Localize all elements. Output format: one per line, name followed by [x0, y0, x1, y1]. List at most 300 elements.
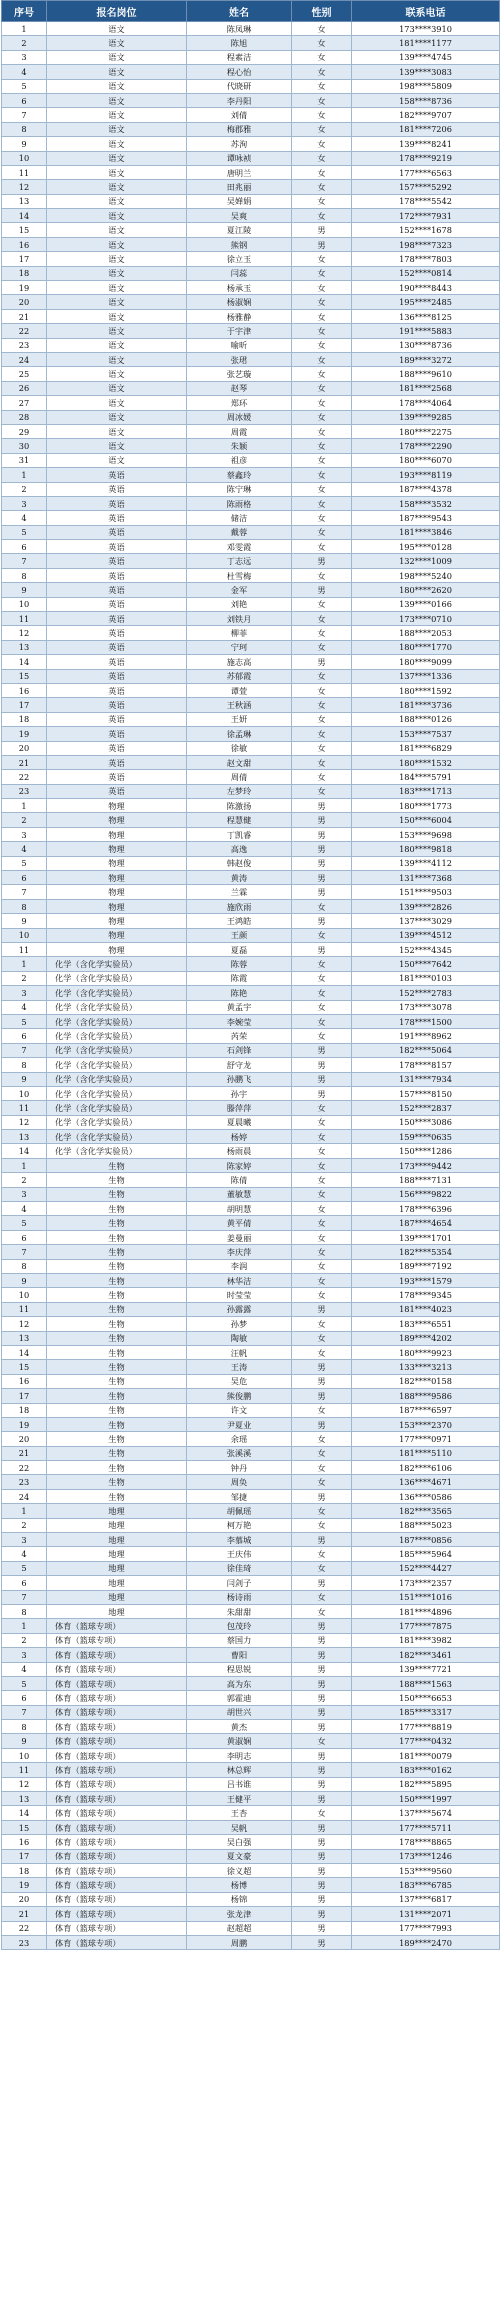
cell-gender: 女 [292, 295, 352, 309]
cell-position: 生物 [47, 1360, 187, 1374]
table-row [2, 309, 500, 323]
cell-gender: 女 [292, 281, 352, 295]
cell-phone: 198****7323 [352, 237, 500, 251]
cell-position: 物理 [47, 827, 187, 841]
cell-position: 化学（含化学实验员） [47, 1058, 187, 1072]
cell-phone: 136****4671 [352, 1475, 500, 1489]
table-row [2, 1288, 500, 1302]
cell-gender: 女 [292, 1230, 352, 1244]
cell-no: 9 [2, 1273, 47, 1287]
cell-gender: 女 [292, 1518, 352, 1532]
cell-gender: 女 [292, 683, 352, 697]
cell-position: 物理 [47, 928, 187, 942]
cell-gender: 女 [292, 1158, 352, 1172]
cell-phone: 177****8819 [352, 1720, 500, 1734]
table-row [2, 827, 500, 841]
cell-gender: 女 [292, 424, 352, 438]
cell-position: 物理 [47, 842, 187, 856]
cell-name: 施志高 [187, 655, 292, 669]
table-row [2, 165, 500, 179]
table-row [2, 1000, 500, 1014]
header-phone: 联系电话 [352, 1, 500, 22]
cell-position: 地理 [47, 1518, 187, 1532]
cell-name: 孙鹏飞 [187, 1072, 292, 1086]
cell-no: 4 [2, 1547, 47, 1561]
table-row [2, 1115, 500, 1129]
cell-position: 语文 [47, 151, 187, 165]
table-row [2, 1907, 500, 1921]
cell-position: 体育（篮球专项） [47, 1820, 187, 1834]
cell-phone: 182****9707 [352, 108, 500, 122]
cell-name: 柯万艳 [187, 1518, 292, 1532]
table-body [2, 22, 500, 1950]
cell-phone: 173****1246 [352, 1849, 500, 1863]
cell-no: 4 [2, 1662, 47, 1676]
cell-phone: 178****7803 [352, 252, 500, 266]
cell-gender: 男 [292, 1489, 352, 1503]
cell-name: 朱甜甜 [187, 1604, 292, 1618]
table-row [2, 813, 500, 827]
cell-name: 陈宁琳 [187, 482, 292, 496]
cell-no: 2 [2, 36, 47, 50]
cell-position: 英语 [47, 568, 187, 582]
cell-gender: 男 [292, 1748, 352, 1762]
cell-phone: 181****5110 [352, 1446, 500, 1460]
cell-phone: 177****6563 [352, 165, 500, 179]
cell-position: 地理 [47, 1504, 187, 1518]
cell-position: 体育（篮球专项） [47, 1806, 187, 1820]
cell-gender: 男 [292, 1935, 352, 1949]
cell-phone: 139****0166 [352, 597, 500, 611]
cell-phone: 181****3736 [352, 698, 500, 712]
cell-name: 朱颖 [187, 439, 292, 453]
cell-position: 物理 [47, 799, 187, 813]
table-row [2, 223, 500, 237]
cell-phone: 173****0710 [352, 612, 500, 626]
cell-name: 程心怡 [187, 65, 292, 79]
cell-gender: 女 [292, 1273, 352, 1287]
table-row [2, 770, 500, 784]
cell-position: 体育（篮球专项） [47, 1763, 187, 1777]
cell-name: 尹夏业 [187, 1417, 292, 1431]
cell-name: 陈凤琳 [187, 22, 292, 36]
table-row [2, 511, 500, 525]
cell-gender: 男 [292, 1849, 352, 1863]
cell-phone: 153****9560 [352, 1864, 500, 1878]
cell-position: 地理 [47, 1547, 187, 1561]
cell-no: 5 [2, 1014, 47, 1028]
cell-gender: 女 [292, 511, 352, 525]
cell-name: 徐孟琳 [187, 727, 292, 741]
cell-phone: 139****4112 [352, 856, 500, 870]
cell-position: 语文 [47, 180, 187, 194]
cell-no: 12 [2, 1317, 47, 1331]
cell-gender: 女 [292, 1734, 352, 1748]
table-row [2, 1763, 500, 1777]
table-row [2, 1446, 500, 1460]
cell-gender: 男 [292, 1633, 352, 1647]
cell-gender: 男 [292, 1533, 352, 1547]
cell-phone: 139****8241 [352, 137, 500, 151]
table-row [2, 1072, 500, 1086]
cell-name: 熊钢 [187, 237, 292, 251]
table-row [2, 1302, 500, 1316]
cell-name: 王妍 [187, 712, 292, 726]
table-row [2, 1676, 500, 1690]
table-row [2, 352, 500, 366]
cell-position: 化学（含化学实验员） [47, 1072, 187, 1086]
cell-gender: 女 [292, 1590, 352, 1604]
cell-gender: 男 [292, 1777, 352, 1791]
cell-no: 2 [2, 1173, 47, 1187]
cell-no: 11 [2, 943, 47, 957]
cell-phone: 187****4654 [352, 1216, 500, 1230]
table-row [2, 439, 500, 453]
cell-no: 7 [2, 1590, 47, 1604]
table-row [2, 1820, 500, 1834]
cell-phone: 177****7875 [352, 1619, 500, 1633]
cell-gender: 女 [292, 770, 352, 784]
cell-phone: 153****9698 [352, 827, 500, 841]
table-row [2, 1345, 500, 1359]
cell-gender: 女 [292, 1259, 352, 1273]
table-row [2, 122, 500, 136]
cell-gender: 女 [292, 79, 352, 93]
cell-name: 吴白强 [187, 1835, 292, 1849]
cell-gender: 男 [292, 1792, 352, 1806]
cell-name: 林总辉 [187, 1763, 292, 1777]
cell-position: 物理 [47, 856, 187, 870]
header-no: 序号 [2, 1, 47, 22]
cell-no: 17 [2, 698, 47, 712]
cell-phone: 178****9345 [352, 1288, 500, 1302]
table-row [2, 971, 500, 985]
cell-gender: 男 [292, 1763, 352, 1777]
cell-gender: 女 [292, 1547, 352, 1561]
table-row [2, 137, 500, 151]
cell-no: 6 [2, 1576, 47, 1590]
cell-phone: 189****3272 [352, 352, 500, 366]
cell-name: 喻昕 [187, 338, 292, 352]
cell-gender: 女 [292, 338, 352, 352]
cell-phone: 184****5791 [352, 770, 500, 784]
table-row [2, 1389, 500, 1403]
cell-position: 化学（含化学实验员） [47, 986, 187, 1000]
cell-position: 体育（篮球专项） [47, 1633, 187, 1647]
cell-name: 郭霍迪 [187, 1691, 292, 1705]
cell-gender: 女 [292, 1317, 352, 1331]
cell-phone: 182****6106 [352, 1461, 500, 1475]
cell-phone: 158****3532 [352, 496, 500, 510]
cell-position: 体育（篮球专项） [47, 1748, 187, 1762]
table-row [2, 396, 500, 410]
cell-position: 语文 [47, 50, 187, 64]
cell-name: 滕萍萍 [187, 1101, 292, 1115]
cell-position: 体育（篮球专项） [47, 1892, 187, 1906]
cell-no: 14 [2, 1144, 47, 1158]
cell-name: 张艺璇 [187, 367, 292, 381]
table-row [2, 1475, 500, 1489]
cell-no: 1 [2, 799, 47, 813]
cell-gender: 男 [292, 554, 352, 568]
table-row [2, 468, 500, 482]
cell-phone: 137****3029 [352, 914, 500, 928]
cell-gender: 女 [292, 540, 352, 554]
cell-position: 物理 [47, 943, 187, 957]
cell-no: 16 [2, 683, 47, 697]
table-row [2, 568, 500, 582]
cell-gender: 女 [292, 252, 352, 266]
cell-name: 赵超超 [187, 1921, 292, 1935]
cell-name: 兰霖 [187, 885, 292, 899]
cell-phone: 152****1678 [352, 223, 500, 237]
table-row [2, 540, 500, 554]
cell-name: 陈激扬 [187, 799, 292, 813]
table-row [2, 482, 500, 496]
cell-name: 杨婷 [187, 1130, 292, 1144]
cell-position: 语文 [47, 137, 187, 151]
table-row [2, 957, 500, 971]
cell-phone: 183****6551 [352, 1317, 500, 1331]
cell-phone: 150****7642 [352, 957, 500, 971]
table-row [2, 1331, 500, 1345]
cell-name: 芮荣 [187, 1029, 292, 1043]
cell-no: 4 [2, 842, 47, 856]
table-row [2, 1921, 500, 1935]
cell-position: 生物 [47, 1245, 187, 1259]
cell-gender: 女 [292, 65, 352, 79]
cell-position: 语文 [47, 252, 187, 266]
cell-no: 19 [2, 727, 47, 741]
cell-no: 2 [2, 482, 47, 496]
cell-position: 体育（篮球专项） [47, 1734, 187, 1748]
cell-position: 生物 [47, 1288, 187, 1302]
cell-gender: 女 [292, 1604, 352, 1618]
cell-position: 物理 [47, 914, 187, 928]
cell-phone: 181****0079 [352, 1748, 500, 1762]
cell-phone: 150****1286 [352, 1144, 500, 1158]
cell-phone: 178****8157 [352, 1058, 500, 1072]
table-row [2, 1101, 500, 1115]
cell-position: 语文 [47, 65, 187, 79]
cell-position: 化学（含化学实验员） [47, 971, 187, 985]
cell-name: 胡世兴 [187, 1705, 292, 1719]
cell-position: 体育（篮球专项） [47, 1662, 187, 1676]
cell-no: 10 [2, 1748, 47, 1762]
table-row [2, 1935, 500, 1949]
table-row [2, 1892, 500, 1906]
cell-position: 体育（篮球专项） [47, 1935, 187, 1949]
cell-position: 化学（含化学实验员） [47, 1115, 187, 1129]
cell-no: 22 [2, 324, 47, 338]
cell-no: 14 [2, 209, 47, 223]
cell-position: 语文 [47, 396, 187, 410]
cell-gender: 女 [292, 957, 352, 971]
table-row [2, 1273, 500, 1287]
cell-position: 语文 [47, 381, 187, 395]
cell-no: 9 [2, 1734, 47, 1748]
cell-gender: 男 [292, 1921, 352, 1935]
table-row [2, 1806, 500, 1820]
cell-name: 熊俊鹏 [187, 1389, 292, 1403]
cell-no: 19 [2, 281, 47, 295]
cell-no: 26 [2, 381, 47, 395]
cell-position: 英语 [47, 554, 187, 568]
table-row [2, 727, 500, 741]
cell-gender: 女 [292, 439, 352, 453]
cell-phone: 188****1563 [352, 1676, 500, 1690]
cell-phone: 173****2357 [352, 1576, 500, 1590]
cell-phone: 195****2485 [352, 295, 500, 309]
cell-position: 英语 [47, 496, 187, 510]
cell-no: 3 [2, 1533, 47, 1547]
cell-no: 8 [2, 1720, 47, 1734]
cell-name: 孙露露 [187, 1302, 292, 1316]
cell-gender: 女 [292, 496, 352, 510]
cell-gender: 男 [292, 1820, 352, 1834]
cell-phone: 190****8443 [352, 281, 500, 295]
cell-phone: 181****7206 [352, 122, 500, 136]
cell-phone: 181****4023 [352, 1302, 500, 1316]
cell-position: 体育（篮球专项） [47, 1705, 187, 1719]
cell-gender: 女 [292, 1288, 352, 1302]
table-row [2, 1130, 500, 1144]
cell-position: 物理 [47, 871, 187, 885]
cell-gender: 女 [292, 352, 352, 366]
table-row [2, 842, 500, 856]
table-row [2, 151, 500, 165]
cell-position: 英语 [47, 612, 187, 626]
cell-name: 蔡国力 [187, 1633, 292, 1647]
cell-name: 陈家婷 [187, 1158, 292, 1172]
cell-gender: 女 [292, 194, 352, 208]
cell-position: 地理 [47, 1590, 187, 1604]
cell-name: 高为东 [187, 1676, 292, 1690]
table-row [2, 640, 500, 654]
cell-phone: 188****5023 [352, 1518, 500, 1532]
cell-gender: 女 [292, 1446, 352, 1460]
table-row [2, 1216, 500, 1230]
cell-no: 5 [2, 525, 47, 539]
cell-position: 物理 [47, 813, 187, 827]
cell-phone: 136****0586 [352, 1489, 500, 1503]
cell-gender: 女 [292, 266, 352, 280]
cell-phone: 158****8736 [352, 93, 500, 107]
cell-position: 语文 [47, 281, 187, 295]
cell-phone: 152****4427 [352, 1561, 500, 1575]
cell-gender: 女 [292, 525, 352, 539]
table-row [2, 1317, 500, 1331]
cell-no: 11 [2, 1101, 47, 1115]
cell-name: 黄淑娴 [187, 1734, 292, 1748]
cell-phone: 188****9586 [352, 1389, 500, 1403]
cell-phone: 187****4378 [352, 482, 500, 496]
cell-position: 英语 [47, 597, 187, 611]
cell-name: 邹捷 [187, 1489, 292, 1503]
cell-no: 7 [2, 885, 47, 899]
cell-name: 祖彦 [187, 453, 292, 467]
cell-gender: 男 [292, 1086, 352, 1100]
cell-no: 20 [2, 741, 47, 755]
cell-gender: 女 [292, 1101, 352, 1115]
cell-position: 英语 [47, 525, 187, 539]
cell-gender: 男 [292, 1043, 352, 1057]
cell-phone: 180****1592 [352, 683, 500, 697]
cell-position: 英语 [47, 698, 187, 712]
cell-name: 储洁 [187, 511, 292, 525]
cell-no: 7 [2, 108, 47, 122]
cell-position: 英语 [47, 727, 187, 741]
table-row [2, 1461, 500, 1475]
cell-no: 1 [2, 1619, 47, 1633]
cell-no: 25 [2, 367, 47, 381]
cell-phone: 189****4202 [352, 1331, 500, 1345]
cell-gender: 男 [292, 1676, 352, 1690]
cell-name: 徐佳琦 [187, 1561, 292, 1575]
cell-no: 6 [2, 93, 47, 107]
cell-phone: 156****9822 [352, 1187, 500, 1201]
table-row [2, 1691, 500, 1705]
cell-phone: 182****0158 [352, 1374, 500, 1388]
cell-gender: 女 [292, 22, 352, 36]
cell-name: 戴蓉 [187, 525, 292, 539]
cell-gender: 男 [292, 223, 352, 237]
table-row [2, 1014, 500, 1028]
cell-no: 14 [2, 1806, 47, 1820]
cell-gender: 女 [292, 741, 352, 755]
cell-position: 语文 [47, 439, 187, 453]
cell-phone: 178****5542 [352, 194, 500, 208]
cell-gender: 男 [292, 914, 352, 928]
table-row [2, 424, 500, 438]
header-name: 姓名 [187, 1, 292, 22]
cell-no: 23 [2, 784, 47, 798]
cell-position: 体育（篮球专项） [47, 1792, 187, 1806]
table-row [2, 1403, 500, 1417]
cell-name: 陈旭 [187, 36, 292, 50]
cell-phone: 152****0814 [352, 266, 500, 280]
cell-no: 6 [2, 1230, 47, 1244]
cell-name: 夏磊 [187, 943, 292, 957]
cell-name: 汪帆 [187, 1345, 292, 1359]
table-row [2, 1561, 500, 1575]
cell-gender: 男 [292, 1058, 352, 1072]
cell-position: 生物 [47, 1345, 187, 1359]
cell-name: 王杏 [187, 1806, 292, 1820]
cell-no: 7 [2, 1043, 47, 1057]
cell-no: 5 [2, 79, 47, 93]
cell-no: 2 [2, 813, 47, 827]
cell-phone: 139****1701 [352, 1230, 500, 1244]
cell-name: 王颜 [187, 928, 292, 942]
cell-position: 体育（篮球专项） [47, 1720, 187, 1734]
cell-name: 姜曼丽 [187, 1230, 292, 1244]
table-row [2, 554, 500, 568]
cell-gender: 女 [292, 669, 352, 683]
table-row [2, 65, 500, 79]
cell-gender: 女 [292, 180, 352, 194]
cell-no: 4 [2, 1000, 47, 1014]
cell-no: 13 [2, 194, 47, 208]
cell-gender: 男 [292, 885, 352, 899]
cell-position: 语文 [47, 209, 187, 223]
cell-name: 刘铁月 [187, 612, 292, 626]
cell-name: 徐敏 [187, 741, 292, 755]
cell-phone: 173****9442 [352, 1158, 500, 1172]
cell-gender: 女 [292, 137, 352, 151]
cell-phone: 188****0126 [352, 712, 500, 726]
table-row [2, 1720, 500, 1734]
